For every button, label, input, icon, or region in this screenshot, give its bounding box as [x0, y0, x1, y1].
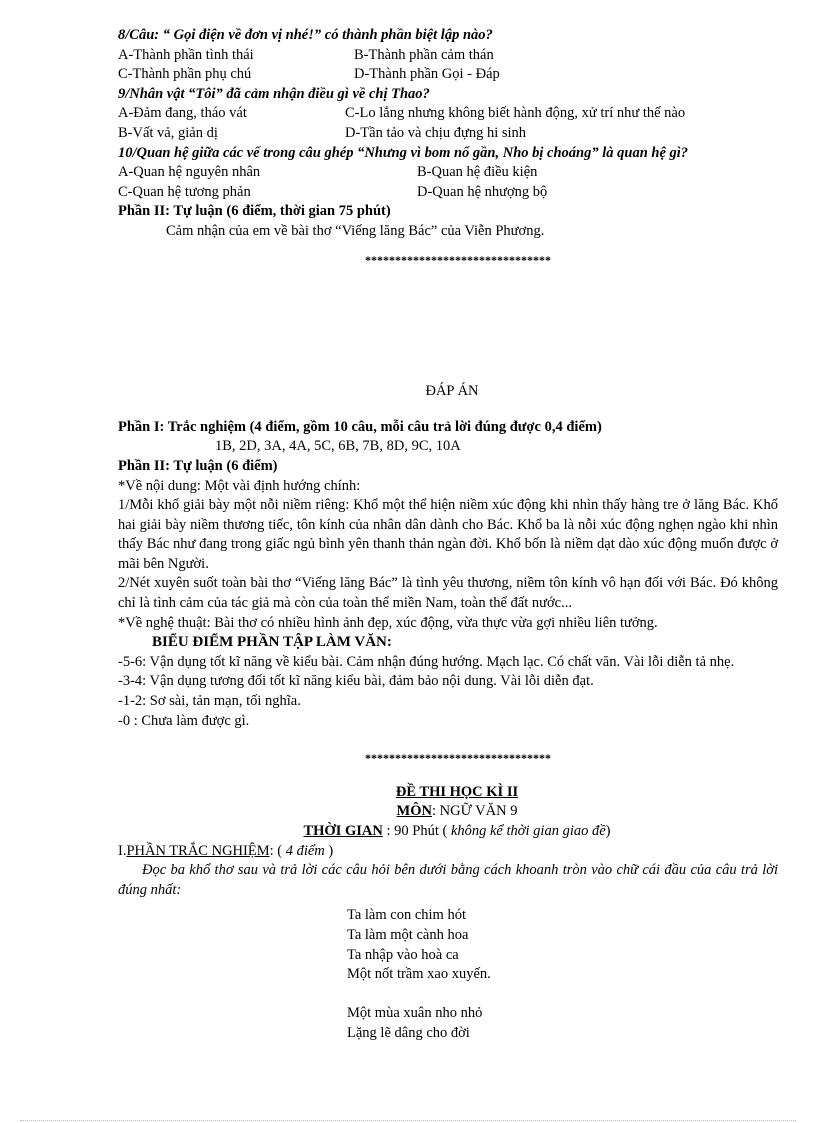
section1-points: 4 điểm — [285, 842, 325, 859]
question-8-options-row-1 — [118, 46, 778, 66]
q9-option-a: A-Đảm đang, tháo vát — [118, 105, 247, 122]
answer-keys: 1B, 2D, 3A, 4A, 5C, 6B, 7B, 8D, 9C, 10A — [215, 438, 461, 455]
section1-points-close: ) — [324, 842, 334, 859]
score-5-6: -5-6: Vận dụng tốt kĩ năng về kiểu bài. Cảm nhận đúng hướng. Mạch lạc. Có chất văn. Vài lỗi diễn tả nhẹ. — [118, 653, 735, 670]
section1-label: PHẦN TRẮC NGHIỆM — [126, 842, 270, 859]
poem-line: Một nốt trầm xao xuyến. — [347, 966, 491, 983]
poem-line: Ta làm một cành hoa — [347, 926, 469, 943]
q8-option-c: C-Thành phần phụ chú — [118, 66, 252, 83]
exam-time-note: không kể thời gian giao đề — [450, 823, 606, 839]
section1-prefix: I. — [118, 842, 127, 859]
poem — [118, 906, 778, 1043]
score-0: -0 : Chưa làm được gì. — [118, 712, 250, 729]
score-heading: BIỂU ĐIỂM PHẦN TẬP LÀM VĂN: — [152, 634, 392, 651]
question-9: 9/Nhân vật “Tôi” đã cảm nhận điều gì về chị Thao? — [118, 85, 430, 102]
question-10: 10/Quan hệ giữa các vế trong câu ghép “Nhưng vì bom nổ gần, Nho bị choáng” là quan hệ gì? — [118, 144, 689, 161]
page-bottom-divider — [20, 1120, 796, 1121]
question-9-options-row-1 — [118, 104, 778, 124]
q10-option-b: B-Quan hệ điều kiện — [417, 164, 538, 181]
question-8: 8/Câu: “ Gọi điện về đơn vị nhé!” có thành phần biệt lập nào? — [118, 27, 493, 43]
answer-point-2: 2/Nét xuyên suốt toàn bài thơ “Viếng lăng Bác” là tình yêu thương, niềm tôn kính vô hạn đối với Bác. Đó không chỉ là tình cảm của tác giả mà còn của toàn thể miền Nam, toàn thể đất nước... — [118, 575, 778, 612]
question-8-options-row-2 — [118, 65, 778, 85]
q10-option-c: C-Quan hệ tương phản — [118, 183, 251, 200]
score-3-4: -3-4: Vận dụng tương đối tốt kĩ năng kiểu bài, đảm bảo nội dung. Vài lỗi diễn đạt. — [118, 673, 594, 690]
q10-option-d: D-Quan hệ nhượng bộ — [417, 183, 548, 200]
exam-time-value: : 90 Phút ( — [382, 823, 451, 839]
poem-line: Lặng lẽ dâng cho đời — [347, 1024, 470, 1041]
poem-line: Một mùa xuân nho nhỏ — [347, 1005, 483, 1022]
q9-option-b: B-Vất vả, giản dị — [118, 124, 218, 141]
poem-line-blank — [347, 985, 778, 1005]
poem-line: Ta làm con chim hót — [347, 907, 466, 924]
q8-option-b: B-Thành phần cảm thán — [354, 46, 494, 63]
part2-heading: Phần II: Tự luận (6 điểm, thời gian 75 phút) — [118, 203, 391, 220]
section1-heading — [118, 842, 778, 862]
part2-prompt: Cảm nhận của em về bài thơ “Viếng lăng Bác” của Viễn Phương. — [166, 222, 545, 239]
question-10-options-row-2 — [118, 183, 778, 203]
exam-subject — [118, 802, 778, 822]
answer-point-1: 1/Mỗi khổ giải bày một nỗi niềm riêng: Khổ một thể hiện niềm xúc động khi nhìn thấy hàng tre ở lăng Bác. Khổ hai giải bày niềm thương tiếc, tôn kính của nhân dân dành cho Bác. Khổ ba là nỗi xúc động nghẹn ngào khi nhìn thấy Bác như đang trong giấc ngủ bình yên thanh thản ngàn đời. Khổ bốn là niềm dạt dào xúc động muốn được ở mãi bên Người. — [118, 497, 778, 572]
q9-option-d: D-Tần tảo và chịu đựng hi sinh — [345, 124, 527, 141]
exam-subject-value: : NGỮ VĂN 9 — [431, 803, 518, 820]
q10-option-a: A-Quan hệ nguyên nhân — [118, 164, 261, 181]
exam-subject-label: MÔN — [396, 803, 432, 820]
question-9-options-row-2 — [118, 124, 778, 144]
answer-part1-heading: Phần I: Trắc nghiệm (4 điểm, gồm 10 câu, mỗi câu trả lời đúng được 0,4 điểm) — [118, 418, 602, 435]
exam-instruction: Đọc ba khổ thơ sau và trả lời các câu hỏi bên dưới bằng cách khoanh tròn vào chữ cái đầu của câu trả lời đúng nhất: — [118, 862, 778, 898]
exam-time-close: ) — [605, 823, 611, 839]
answer-part2-heading: Phần II: Tự luận (6 điểm) — [118, 457, 278, 474]
answer-title: ĐÁP ÁN — [425, 383, 479, 400]
section1-points-open: : ( — [269, 842, 286, 859]
answer-content-intro: *Về nội dung: Một vài định hướng chính: — [118, 477, 361, 494]
q9-option-c: C-Lo lắng nhưng không biết hành động, xử trí như thế nào — [345, 105, 686, 122]
exam-title: ĐỀ THI HỌC KÌ II — [395, 783, 519, 800]
q8-option-a: A-Thành phần tình thái — [118, 46, 254, 63]
answer-art: *Về nghệ thuật: Bài thơ có nhiều hình ảnh đẹp, xúc động, vừa thực vừa gợi nhiều liên tưởng. — [118, 614, 658, 631]
question-10-options-row-1 — [118, 163, 778, 183]
separator-stars-2: ******************************* — [365, 751, 551, 766]
document-page — [118, 26, 778, 1044]
poem-line: Ta nhập vào hoà ca — [347, 946, 459, 963]
q8-option-d: D-Thành phần Gọi - Đáp — [354, 66, 500, 83]
exam-time-label: THỜI GIAN — [303, 823, 383, 839]
score-1-2: -1-2: Sơ sài, tản mạn, tối nghĩa. — [118, 693, 301, 710]
separator-stars-1: ******************************* — [365, 252, 551, 267]
exam-time — [118, 822, 778, 842]
